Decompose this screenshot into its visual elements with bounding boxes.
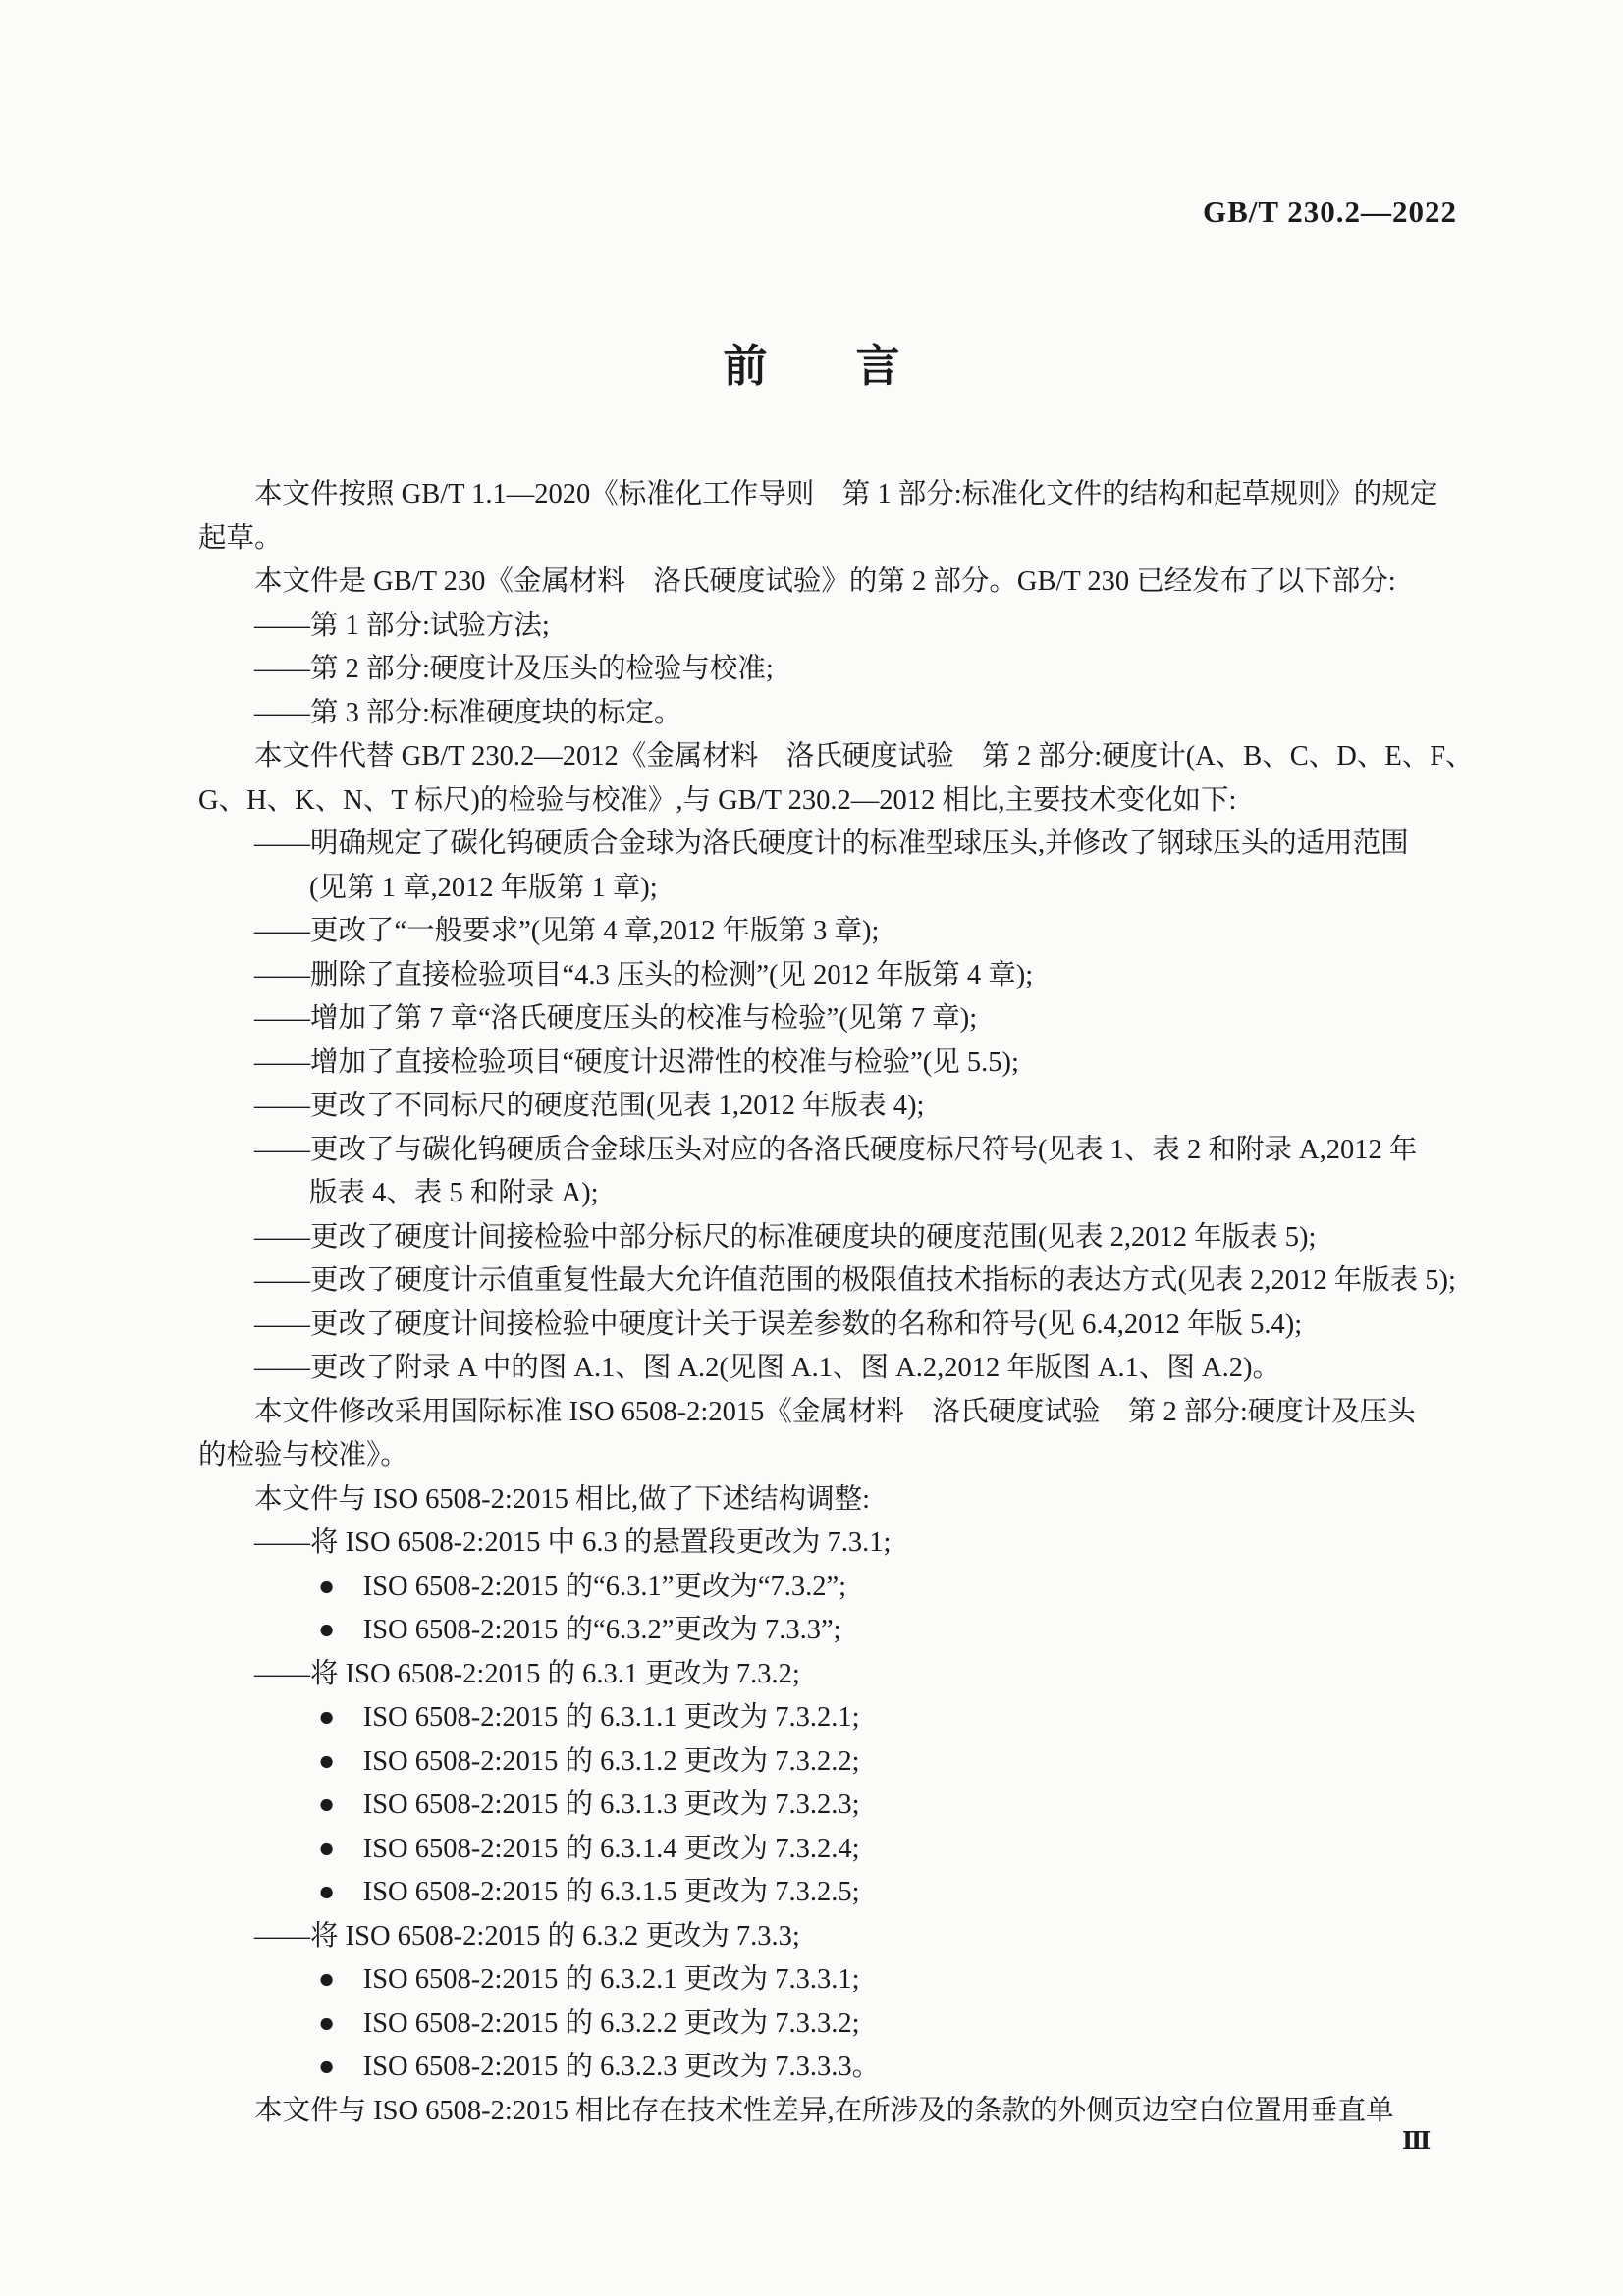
text-line: ——更改了与碳化钨硬质合金球压头对应的各洛氏硬度标尺符号(见表 1、表 2 和附录 A,2012 年	[254, 1134, 1418, 1165]
text-line: ● ISO 6508-2:2015 的 6.3.1.3 更改为 7.3.2.3;	[318, 1789, 860, 1820]
text-line: ——更改了“一般要求”(见第 4 章,2012 年版第 3 章);	[254, 916, 880, 946]
text-line: 本文件与 ISO 6508-2:2015 相比存在技术性差异,在所涉及的条款的外侧页边空白位置用垂直单	[254, 2095, 1394, 2126]
text-line: ● ISO 6508-2:2015 的 6.3.2.3 更改为 7.3.3.3。	[318, 2052, 881, 2082]
text-line: 本文件代替 GB/T 230.2—2012《金属材料 洛氏硬度试验 第 2 部分:硬度计(A、B、C、D、E、F、	[254, 741, 1474, 772]
text-line: 本文件与 ISO 6508-2:2015 相比,做了下述结构调整:	[254, 1483, 871, 1515]
text-line: ——第 1 部分:试验方法;	[254, 610, 550, 641]
standard-code-header: GB/T 230.2—2022	[1202, 194, 1457, 229]
text-line: ——将 ISO 6508-2:2015 中 6.3 的悬置段更改为 7.3.1;	[254, 1527, 892, 1558]
text-line: G、H、K、N、T 标尺)的检验与校准》,与 GB/T 230.2—2012 相比,主要技术变化如下:	[198, 784, 1237, 816]
text-line: ——更改了硬度计间接检验中硬度计关于误差参数的名称和符号(见 6.4,2012 年版 5.4);	[254, 1308, 1303, 1340]
text-line: ——更改了硬度计间接检验中部分标尺的标准硬度块的硬度范围(见表 2,2012 年版表 5);	[254, 1221, 1317, 1253]
text-line: ——增加了第 7 章“洛氏硬度压头的校准与检验”(见第 7 章);	[254, 1003, 978, 1034]
text-line: ——第 2 部分:硬度计及压头的检验与校准;	[254, 654, 774, 684]
page-number: Ⅲ	[1402, 2129, 1432, 2155]
text-line: ——明确规定了碳化钨硬质合金球为洛氏硬度计的标准型球压头,并修改了钢球压头的适用范围	[254, 828, 1409, 859]
foreword-body	[198, 473, 1474, 2133]
text-line: ● ISO 6508-2:2015 的“6.3.2”更改为 7.3.3”;	[318, 1615, 841, 1645]
text-line: ——将 ISO 6508-2:2015 的 6.3.2 更改为 7.3.3;	[254, 1920, 800, 1951]
text-line: ——删除了直接检验项目“4.3 压头的检测”(见 2012 年版第 4 章);	[254, 959, 1034, 990]
text-line: ——将 ISO 6508-2:2015 的 6.3.1 更改为 7.3.2;	[254, 1658, 800, 1689]
text-line: ● ISO 6508-2:2015 的 6.3.1.4 更改为 7.3.2.4;	[318, 1833, 860, 1864]
text-line: ● ISO 6508-2:2015 的 6.3.2.1 更改为 7.3.3.1;	[318, 1964, 860, 1995]
text-line: (见第 1 章,2012 年版第 1 章);	[309, 872, 658, 903]
text-line: ——更改了附录 A 中的图 A.1、图 A.2(见图 A.1、图 A.2,2012 年版图 A.1、图 A.2)。	[254, 1353, 1280, 1383]
text-line: 的检验与校准》。	[198, 1440, 408, 1470]
text-line: ● ISO 6508-2:2015 的 6.3.1.1 更改为 7.3.2.1;	[318, 1702, 860, 1733]
text-line: ● ISO 6508-2:2015 的 6.3.2.2 更改为 7.3.3.2;	[318, 2007, 860, 2039]
text-line: ——更改了不同标尺的硬度范围(见表 1,2012 年版表 4);	[254, 1091, 925, 1121]
page-title: 前 言	[723, 342, 900, 391]
text-line: 本文件按照 GB/T 1.1—2020《标准化工作导则 第 1 部分:标准化文件的结构和起草规则》的规定	[254, 479, 1438, 509]
text-line: 本文件是 GB/T 230《金属材料 洛氏硬度试验》的第 2 部分。GB/T 230 已经发布了以下部分:	[254, 566, 1396, 597]
text-line: ——更改了硬度计示值重复性最大允许值范围的极限值技术指标的表达方式(见表 2,2012 年版表 5);	[254, 1265, 1456, 1296]
text-line: ● ISO 6508-2:2015 的 6.3.1.2 更改为 7.3.2.2;	[318, 1745, 860, 1777]
text-line: ——增加了直接检验项目“硬度计迟滞性的校准与检验”(见 5.5);	[254, 1046, 1019, 1078]
text-line: 版表 4、表 5 和附录 A);	[309, 1178, 599, 1208]
text-line: 起草。	[198, 522, 283, 554]
text-line: ——第 3 部分:标准硬度块的标定。	[254, 697, 682, 728]
text-line: ● ISO 6508-2:2015 的“6.3.1”更改为“7.3.2”;	[318, 1571, 847, 1602]
text-line: ● ISO 6508-2:2015 的 6.3.1.5 更改为 7.3.2.5;	[318, 1877, 860, 1907]
text-line: 本文件修改采用国际标准 ISO 6508-2:2015《金属材料 洛氏硬度试验 第 2 部分:硬度计及压头	[254, 1396, 1416, 1427]
